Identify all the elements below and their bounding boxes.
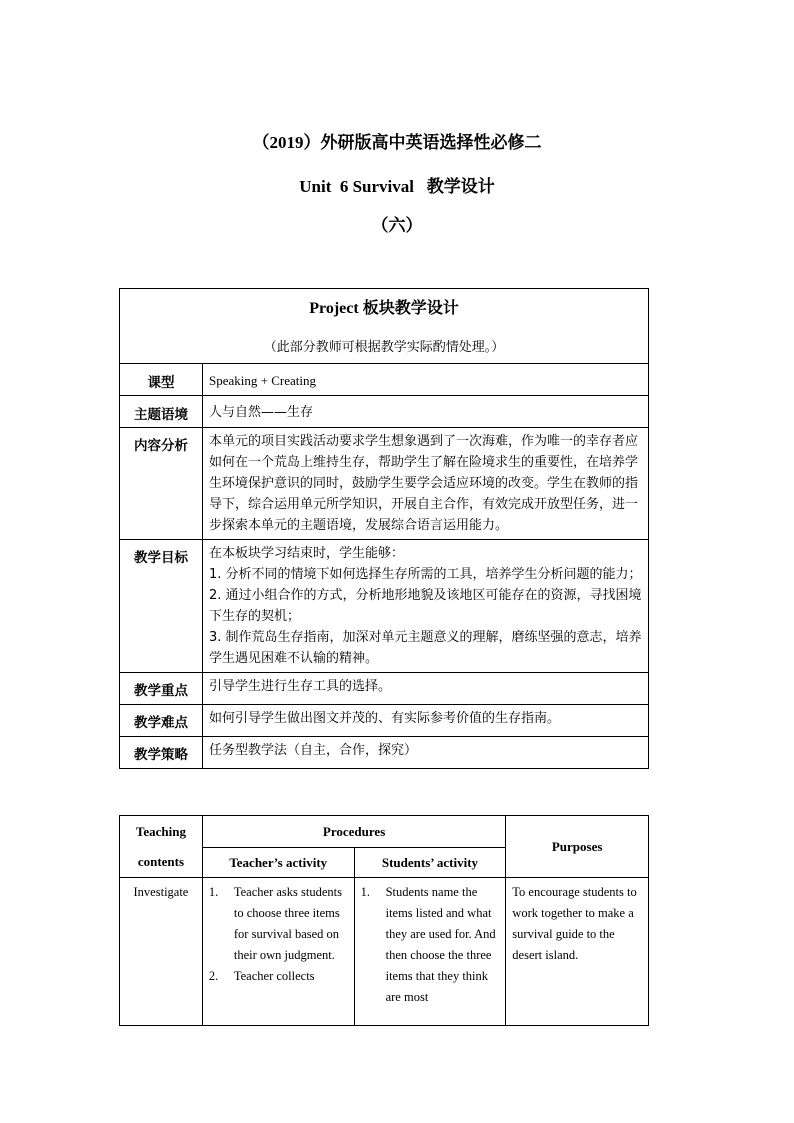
header-teaching-contents: [120, 816, 203, 878]
teacher-activity-cell: [202, 878, 354, 1026]
row-label: 课型: [120, 364, 203, 396]
students-activity-list: [355, 882, 506, 1008]
row-label: 主题语境: [120, 396, 203, 428]
row-label: 教学重点: [120, 673, 203, 705]
plan-header-cell: [120, 289, 649, 364]
list-item: [209, 966, 350, 987]
list-number: 1.: [208, 885, 219, 899]
document-title-line1: （2019）外研版高中英语选择性必修二: [252, 133, 542, 152]
plan-row-difficult-points: [120, 705, 649, 737]
list-item: [209, 882, 350, 966]
header-text: contents: [137, 853, 185, 869]
plan-row-strategy: [120, 737, 649, 769]
plan-row-content-analysis: [120, 428, 649, 540]
project-plan-table: [119, 288, 649, 769]
document-title-line3: （六）: [371, 216, 423, 235]
row-value: Speaking + Creating: [203, 364, 649, 396]
row-value: 如何引导学生做出图文并茂的、有实际参考价值的生存指南。: [203, 705, 649, 737]
list-number: 2.: [208, 969, 219, 983]
document-title-line2: Unit 6 Survival 教学设计: [299, 177, 495, 196]
row-label: 教学策略: [120, 737, 203, 769]
list-number: 1.: [360, 885, 370, 899]
objective-item: 2. 通过小组合作的方式，分析地形地貌及该地区可能存在的资源，寻找困境下生存的契机；: [209, 588, 642, 624]
plan-row-course-type: [120, 364, 649, 396]
procedure-row: [120, 878, 649, 1026]
plan-row-theme: [120, 396, 649, 428]
row-value: 本单元的项目实践活动要求学生想象遇到了一次海难，作为唯一的幸存者应如何在一个荒岛上维持生存，帮助学生了解在险境求生的重要性，在培养学生环境保护意识的同时，鼓励学生要学会适应环境的改变。学生在教师的指导下，综合运用单元所学知识，开展自主合作，有效完成开放型任务，进一步探索本单元的主题语境，发展综合语言运用能力。: [203, 428, 649, 540]
plan-title: Project 板块教学设计: [309, 300, 459, 317]
students-activity-cell: [354, 878, 506, 1026]
list-text: Teacher asks students to choose three items for survival based on their own judgment.: [233, 885, 342, 962]
teacher-activity-list: [203, 882, 354, 987]
row-label: 内容分析: [120, 428, 203, 540]
row-value: 人与自然——生存: [203, 396, 649, 428]
header-procedures: Procedures: [202, 816, 505, 848]
header-text: Teaching: [135, 823, 186, 839]
row-value: [203, 540, 649, 673]
list-text: Students name the items listed and what they are used for. And then choose the three items that they think are most: [385, 885, 496, 1004]
purpose-text: To encourage students to work together to make a survival guide to the desert island.: [512, 885, 637, 962]
row-value: 引导学生进行生存工具的选择。: [203, 673, 649, 705]
row-label: 教学难点: [120, 705, 203, 737]
header-purposes: Purposes: [506, 816, 649, 878]
row-label: 教学目标: [120, 540, 203, 673]
procedure-header-row: [120, 816, 649, 848]
teaching-content-cell: Investigate: [120, 878, 203, 1026]
objectives-intro: 在本板块学习结束时，学生能够：: [209, 546, 405, 561]
procedure-table: [119, 815, 649, 1026]
plan-header-row: [120, 289, 649, 364]
plan-note: （此部分教师可根据教学实际酌情处理。）: [263, 340, 505, 355]
header-teacher-activity: Teacher’s activity: [202, 848, 354, 878]
objective-item: 1. 分析不同的情境下如何选择生存所需的工具，培养学生分析问题的能力；: [209, 567, 642, 582]
plan-row-key-points: [120, 673, 649, 705]
plan-row-objectives: [120, 540, 649, 673]
list-text: Teacher collects: [233, 969, 315, 983]
purpose-cell: [506, 878, 649, 1026]
row-value: 任务型教学法（自主，合作，探究）: [203, 737, 649, 769]
objective-item: 3. 制作荒岛生存指南，加深对单元主题意义的理解，磨练坚强的意志，培养学生遇见困难不认输的精神。: [209, 630, 642, 666]
header-students-activity: Students’ activity: [354, 848, 506, 878]
list-item: [361, 882, 502, 1008]
